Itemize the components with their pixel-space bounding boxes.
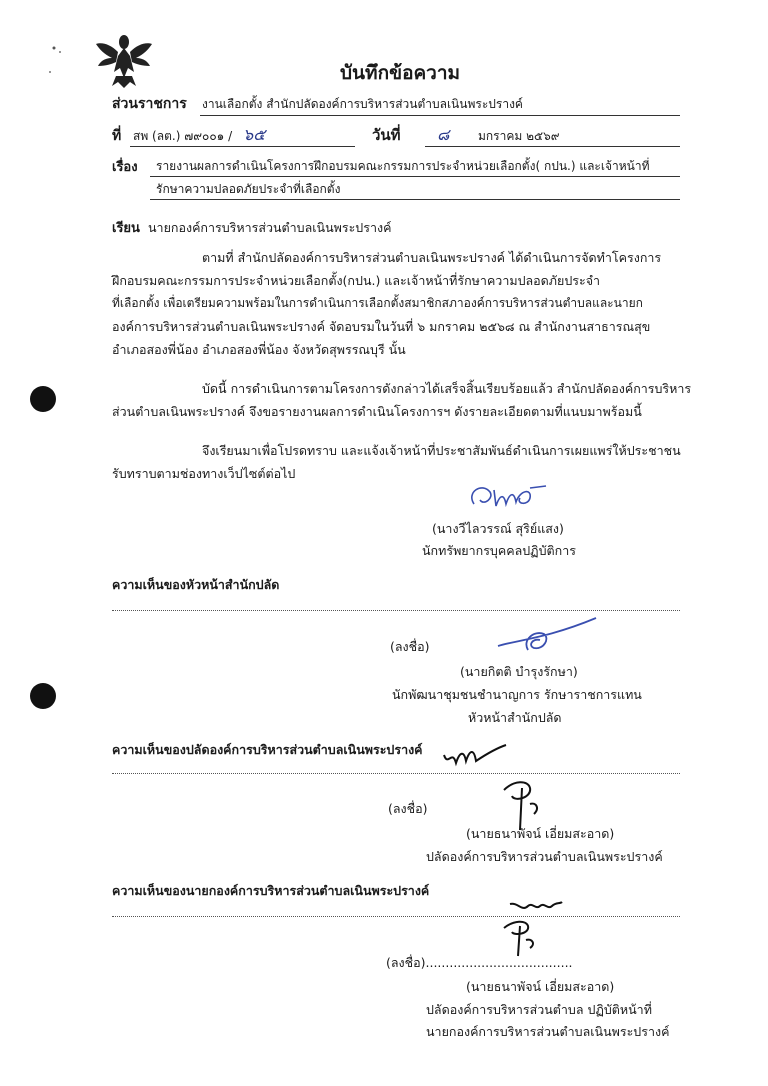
subject-label: เรื่อง [112, 160, 138, 175]
section3-sign-label: (ลงชื่อ) [388, 801, 428, 816]
section2-position-2: หัวหน้าสำนักปลัด [468, 710, 562, 725]
ref-value: สพ (ลต.) ๗๙๐๐๑ / [133, 129, 233, 143]
body-p1-line: อำเภอสองพี่น้อง อำเภอสองพี่น้อง จังหวัดสุพรรณบุรี นั้น [112, 342, 406, 357]
dept-value: งานเลือกตั้ง สำนักปลัดองค์การบริหารส่วนตำบลเนินพระปรางค์ [202, 97, 523, 111]
ref-label: ที่ [112, 128, 122, 144]
section3-name: (นายธนาพัจน์ เอี่ยมสะอาด) [466, 826, 615, 841]
subject-underline-2 [150, 199, 680, 200]
signature-icon [498, 916, 548, 958]
binder-hole-icon [30, 386, 56, 412]
page-title: บันทึกข้อความ [340, 62, 461, 84]
body-p3-line: รับทราบตามช่องทางเว็ปไซต์ต่อไป [112, 466, 296, 481]
body-p1-line: ที่เลือกตั้ง เพื่อเตรียมความพร้อมในการดำเนินการเลือกตั้งสมาชิกสภาองค์การบริหารส่วนตำบลและนายก [112, 296, 643, 310]
date-value: มกราคม ๒๕๖๙ [478, 129, 560, 143]
date-underline [425, 146, 680, 147]
signature-icon [440, 743, 510, 771]
ref-handwritten: ๖๕ [243, 125, 266, 144]
dept-label: ส่วนราชการ [112, 96, 187, 112]
body-p2-line: บัดนี้ การดำเนินการตามโครงการดังกล่าวได้เสร็จสิ้นเรียบร้อยแล้ว สำนักปลัดองค์การบริหาร [202, 381, 692, 396]
signature-icon [460, 478, 560, 518]
section4-sign-label: (ลงชื่อ)..................................... [386, 955, 573, 970]
garuda-emblem-icon [92, 26, 156, 90]
section4-name: (นายธนาพัจน์ เอี่ยมสะอาด) [466, 979, 615, 994]
section2-sign-label: (ลงชื่อ) [390, 639, 430, 654]
signer1-name: (นางวีไลวรรณ์ สุริย์แสง) [432, 521, 564, 536]
section2-name: (นายกิตติ บำรุงรักษา) [460, 664, 578, 679]
section2-position-1: นักพัฒนาชุมชนชำนาญการ รักษาราชการแทน [392, 687, 642, 702]
section3-dotted-line [112, 773, 680, 774]
signature-icon [508, 896, 564, 918]
subject-line-1: รายงานผลการดำเนินโครงการฝึกอบรมคณะกรรมการประจำหน่วยเลือกตั้ง( กปน.) และเจ้าหน้าที่ [156, 159, 650, 173]
signature-icon [488, 610, 608, 660]
signer1-position: นักทรัพยากรบุคคลปฏิบัติการ [422, 543, 576, 558]
body-p1-line: องค์การบริหารส่วนตำบลเนินพระปรางค์ จัดอบรมในวันที่ ๖ มกราคม ๒๕๖๘ ณ สำนักงานสาธารณสุข [112, 319, 651, 334]
subject-line-2: รักษาความปลอดภัยประจำที่เลือกตั้ง [156, 182, 341, 196]
subject-underline-1 [150, 176, 680, 177]
ref-underline [130, 146, 355, 147]
body-p3-line: จึงเรียนมาเพื่อโปรดทราบ และแจ้งเจ้าหน้าที่ประชาสัมพันธ์ดำเนินการเผยแพร่ให้ประชาชน [202, 443, 681, 458]
body-p1-line: ตามที่ สำนักปลัดองค์การบริหารส่วนตำบลเนินพระปรางค์ ได้ดำเนินการจัดทำโครงการ [202, 250, 662, 265]
section4-position-1: ปลัดองค์การบริหารส่วนตำบล ปฏิบัติหน้าที่ [426, 1002, 652, 1017]
date-label: วันที่ [372, 126, 401, 144]
binder-hole-icon [30, 683, 56, 709]
section4-dotted-line [112, 916, 680, 917]
section3-heading: ความเห็นของปลัดองค์การบริหารส่วนตำบลเนินพระปรางค์ [112, 742, 423, 757]
section2-heading: ความเห็นของหัวหน้าสำนักปลัด [112, 577, 280, 592]
section4-position-2: นายกองค์การบริหารส่วนตำบลเนินพระปรางค์ [426, 1024, 670, 1039]
scan-speck-icon [46, 42, 66, 82]
dept-underline [200, 115, 680, 116]
section3-position: ปลัดองค์การบริหารส่วนตำบลเนินพระปรางค์ [426, 849, 663, 864]
body-p1-line: ฝึกอบรมคณะกรรมการประจำหน่วยเลือกตั้ง(กปน.) และเจ้าหน้าที่รักษาความปลอดภัยประจำ [112, 273, 601, 288]
date-handwritten: ๘ [437, 125, 450, 144]
salutation-value: นายกองค์การบริหารส่วนตำบลเนินพระปรางค์ [148, 220, 392, 235]
salutation-label: เรียน [112, 221, 140, 236]
body-p2-line: ส่วนตำบลเนินพระปรางค์ จึงขอรายงานผลการดำเนินโครงการฯ ดังรายละเอียดตามที่แนบมาพร้อมนี้ [112, 404, 642, 419]
section4-heading: ความเห็นของนายกองค์การบริหารส่วนตำบลเนินพระปรางค์ [112, 883, 430, 898]
